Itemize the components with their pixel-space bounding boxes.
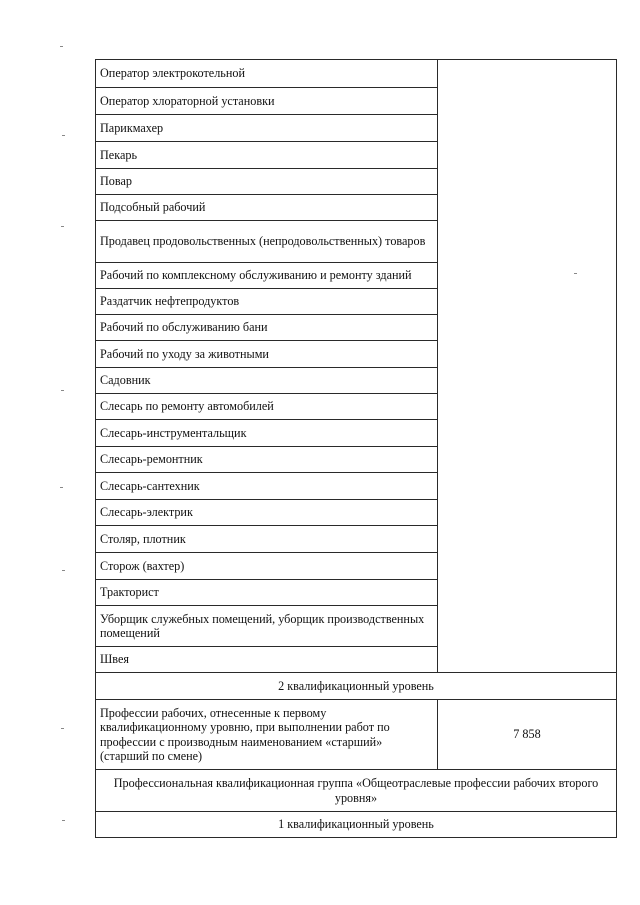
profession-cell: Оператор электрокотельной xyxy=(96,60,438,88)
qualification-group-header: Профессиональная квалификационная группа «Общеотраслевые профессии рабочих второго уровня» xyxy=(96,770,617,812)
qualification-level-header: 1 квалификационный уровень xyxy=(96,812,617,838)
profession-cell: Садовник xyxy=(96,368,438,394)
scan-mark xyxy=(62,820,65,821)
profession-cell: Рабочий по комплексному обслуживанию и ремонту зданий xyxy=(96,263,438,289)
profession-cell: Повар xyxy=(96,169,438,195)
table-row xyxy=(96,812,617,838)
professions-table xyxy=(95,59,617,838)
profession-cell: Пекарь xyxy=(96,142,438,169)
qualification-level-header: 2 квалификационный уровень xyxy=(96,673,617,700)
salary-value: 7 858 xyxy=(438,700,617,770)
profession-cell: Тракторист xyxy=(96,580,438,606)
table-row xyxy=(96,700,617,770)
profession-cell: Слесарь по ремонту автомобилей xyxy=(96,394,438,420)
profession-cell: Слесарь-сантехник xyxy=(96,473,438,500)
profession-cell: Слесарь-электрик xyxy=(96,500,438,526)
profession-cell: Парикмахер xyxy=(96,115,438,142)
scan-mark xyxy=(61,226,64,227)
profession-cell: Сторож (вахтер) xyxy=(96,553,438,580)
profession-cell: Слесарь-ремонтник xyxy=(96,447,438,473)
profession-cell: Раздатчик нефтепродуктов xyxy=(96,289,438,315)
profession-cell: Швея xyxy=(96,647,438,673)
scan-mark xyxy=(62,135,65,136)
salary-cell-empty xyxy=(438,60,617,673)
scan-mark xyxy=(61,728,64,729)
scan-mark xyxy=(60,487,63,488)
profession-cell: Рабочий по обслуживанию бани xyxy=(96,315,438,341)
profession-cell: Профессии рабочих, отнесенные к первому квалификационному уровню, при выполнении работ по профессии с производным наименованием «старший» (старший по смене) xyxy=(96,700,438,770)
profession-cell: Уборщик служебных помещений, уборщик производственных помещений xyxy=(96,606,438,647)
table-row xyxy=(96,60,617,88)
profession-cell: Подсобный рабочий xyxy=(96,195,438,221)
profession-cell: Слесарь-инструментальщик xyxy=(96,420,438,447)
profession-cell: Рабочий по уходу за животными xyxy=(96,341,438,368)
profession-cell: Продавец продовольственных (непродовольственных) товаров xyxy=(96,221,438,263)
profession-cell: Оператор хлораторной установки xyxy=(96,88,438,115)
table-row xyxy=(96,770,617,812)
profession-cell: Столяр, плотник xyxy=(96,526,438,553)
table-row xyxy=(96,673,617,700)
scan-mark xyxy=(61,390,64,391)
scan-mark xyxy=(60,46,63,47)
scan-mark xyxy=(62,570,65,571)
